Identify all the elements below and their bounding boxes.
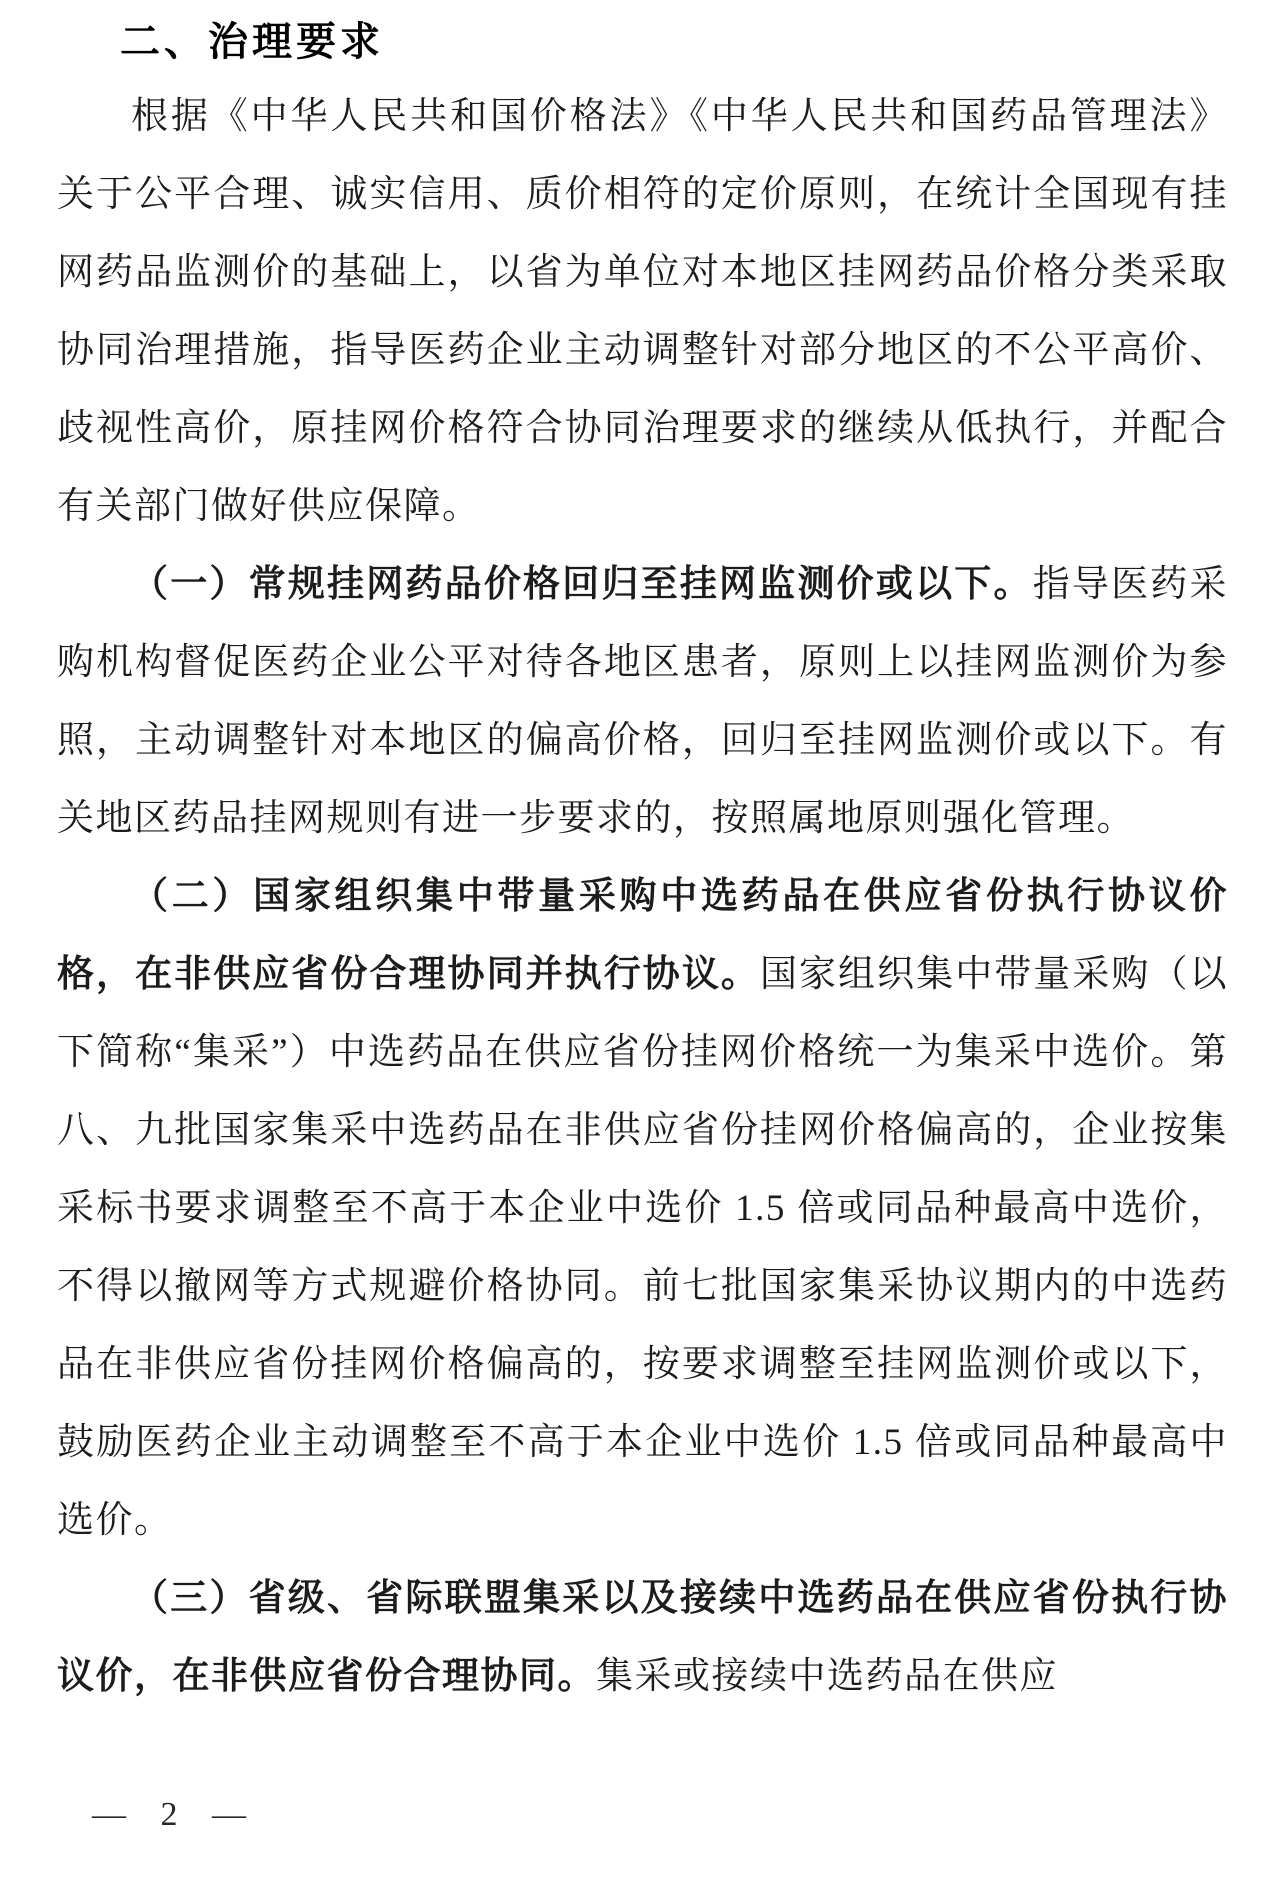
paragraph (57, 858, 1228, 1560)
page-number: — 2 — (92, 1796, 248, 1833)
paragraph-text-run: 集采或接续中选药品在供应 (596, 1656, 1058, 1697)
section-heading: 二、治理要求 (120, 20, 384, 64)
paragraph-subheading-run: （三）省级、省际联盟集采以及接续中选药品在供应省份执行协议价，在非供应省份合理协同。 (57, 1578, 1228, 1697)
paragraph-text-run: 国家组织集中带量采购（以下简称“集采”）中选药品在供应省份挂网价格统一为集采中选价。第八、九批国家集采中选药品在非供应省份挂网价格偏高的，企业按集采标书要求调整至不高于本企业中选价 1.5 倍或同品种最高中选价，不得以撤网等方式规避价格协同。前七批国家集采协议期内的中选药品在非供应省份挂网价格偏高的，按要求调整至挂网监测价或以下，鼓励医药企业主动调整至不高于本企业中选价 1.5 倍或同品种最高中选价。 (57, 954, 1229, 1541)
paragraph (57, 78, 1228, 546)
body-paragraphs (57, 78, 1228, 1716)
paragraph-subheading-run: （二）国家组织集中带量采购中选药品在供应省份执行协议价格，在非供应省份合理协同并执行协议。 (57, 876, 1228, 995)
paragraph-text-run: 根据《中华人民共和国价格法》《中华人民共和国药品管理法》关于公平合理、诚实信用、质价相符的定价原则，在统计全国现有挂网药品监测价的基础上，以省为单位对本地区挂网药品价格分类采取协同治理措施，指导医药企业主动调整针对部分地区的不公平高价、歧视性高价，原挂网价格符合协同治理要求的继续从低执行，并配合有关部门做好供应保障。 (57, 96, 1228, 527)
paragraph (57, 546, 1228, 858)
paragraph-subheading-run: （一）常规挂网药品价格回归至挂网监测价或以下。 (131, 564, 1033, 605)
page-footer (92, 1796, 248, 1834)
paragraph (57, 1560, 1228, 1716)
paragraph-text-run: 指导医药采购机构督促医药企业公平对待各地区患者，原则上以挂网监测价为参照，主动调整针对本地区的偏高价格，回归至挂网监测价或以下。有关地区药品挂网规则有进一步要求的，按照属地原则强化管理。 (57, 564, 1229, 839)
